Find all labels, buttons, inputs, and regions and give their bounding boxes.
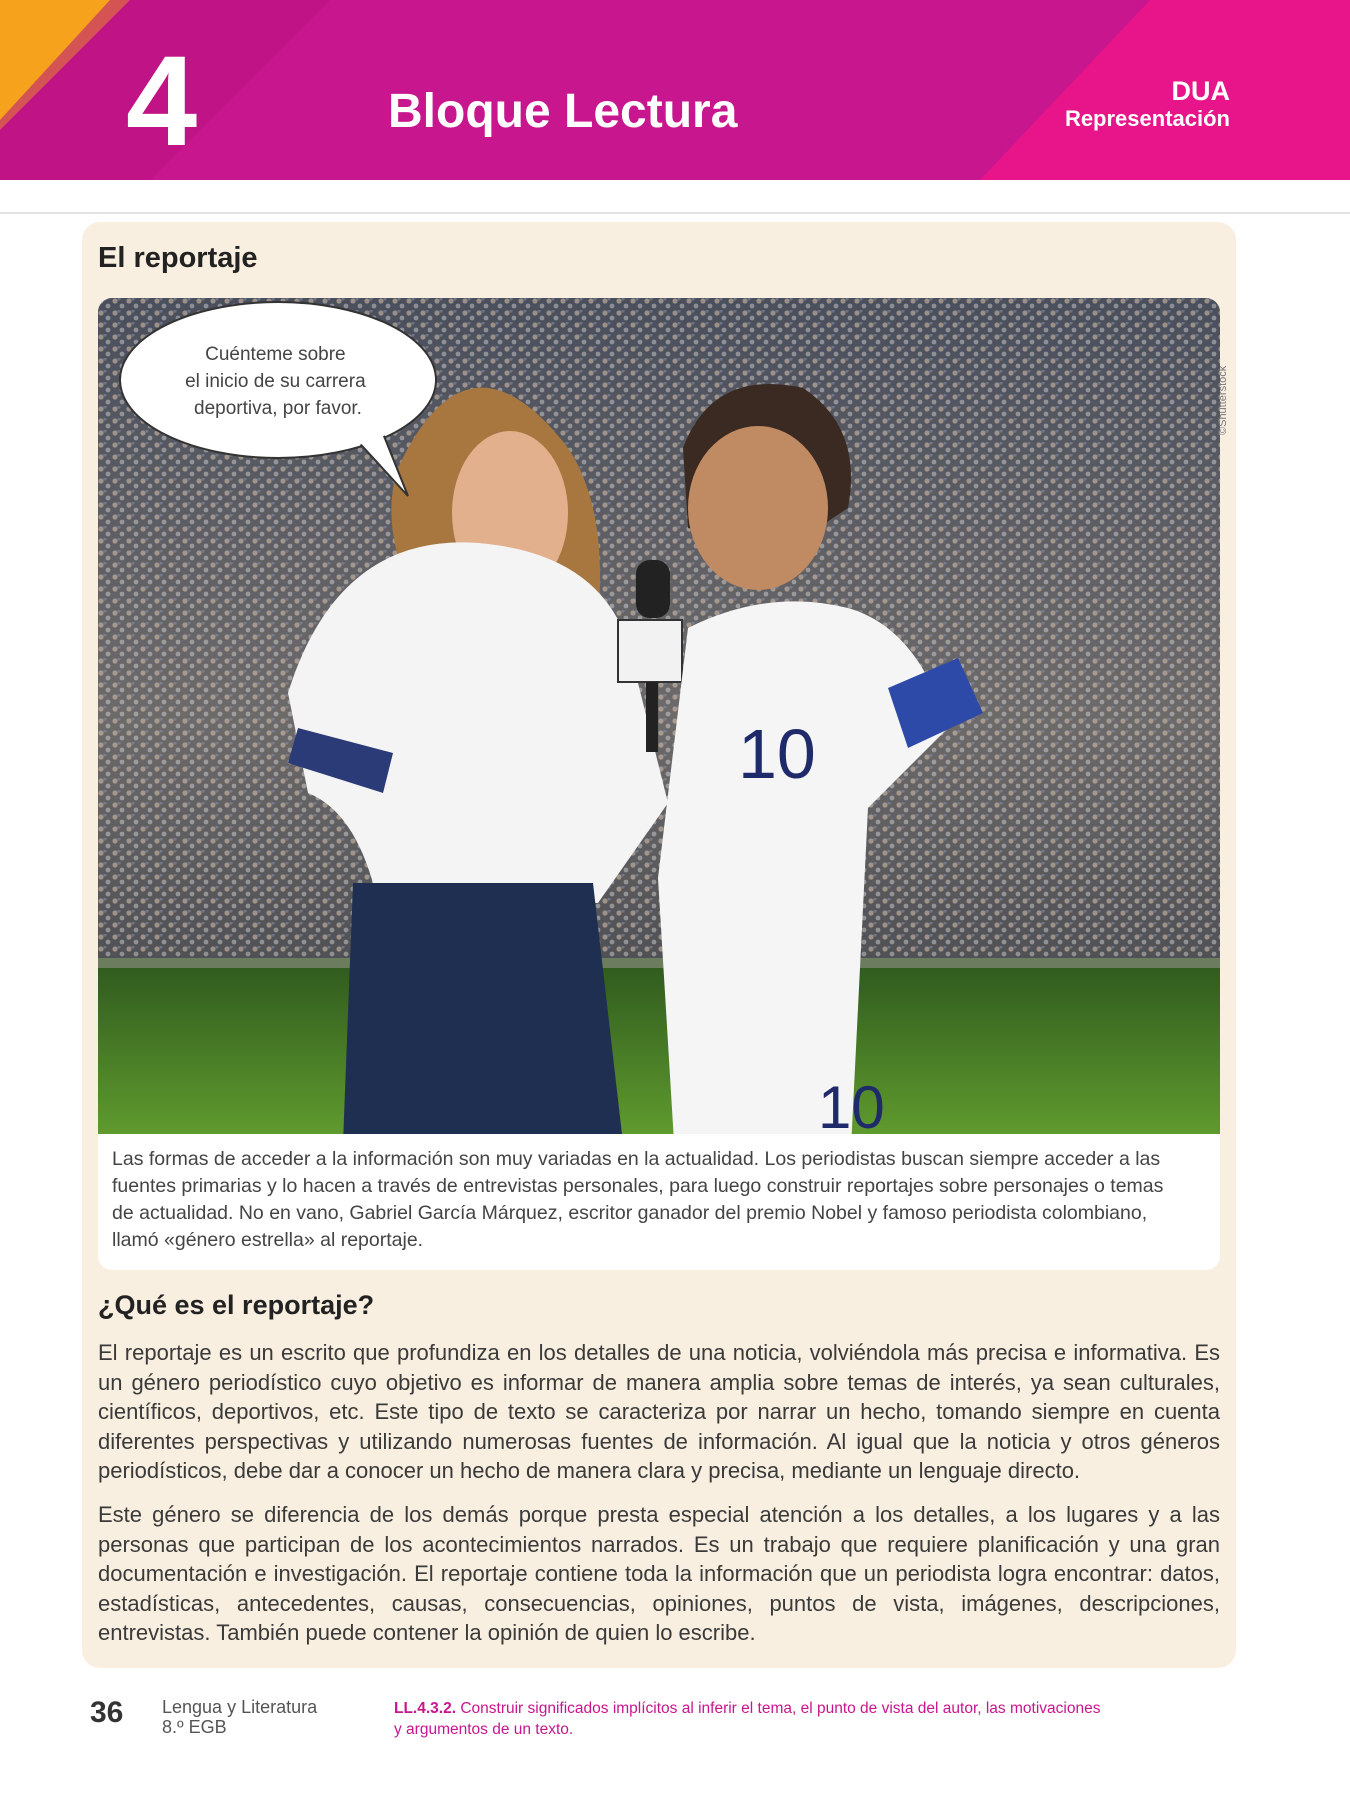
subject-name: Lengua y Literatura xyxy=(162,1697,318,1717)
photo-credit xyxy=(1210,300,1234,440)
speech-line-2: el inicio de su carrera xyxy=(185,371,366,392)
dua-label xyxy=(1065,76,1230,132)
caption-line: de actualidad. No en vano, Gabriel García Márquez, escritor ganador del premio Nobel y famoso periodista colombiano, xyxy=(112,1202,1148,1224)
unit-header xyxy=(0,0,1350,180)
block-title: Bloque Lectura xyxy=(388,85,738,138)
photo-caption xyxy=(112,1146,1202,1254)
interview-photo xyxy=(98,298,1220,1134)
dua-title: DUA xyxy=(1171,76,1230,106)
photo-card xyxy=(98,298,1220,1270)
body-paragraph-2: Este género se diferencia de los demás porque presta especial atención a los detalles, a los lugares y a las personas que participan de los acontecimientos narrados. Es un trabajo que requiere planificación y una gran documentación e investigación. El reportaje contiene toda la información que un periodista logra encontrar: datos, estadísticas, antecedentes, causas, consecuencias, opiniones, puntos de vista, imágenes, descripciones, entrevistas. También puede contener la opinión de quien lo escribe. xyxy=(98,1502,1220,1645)
skill-text-2: y argumentos de un texto. xyxy=(394,1721,574,1738)
svg-text:©Shutterstock: ©Shutterstock xyxy=(1217,365,1229,435)
svg-text:Cuénteme sobre el inic xyxy=(185,344,371,419)
speech-line-1: Cuénteme sobre xyxy=(205,344,346,365)
section-title-el-reportaje: El reportaje xyxy=(98,242,258,274)
caption-line: llamó «género estrella» al reportaje. xyxy=(112,1229,424,1251)
svg-text:10: 10 xyxy=(738,715,816,793)
caption-line: Las formas de acceder a la información son muy variadas en la actualidad. Los periodistas buscan siempre acceder a las xyxy=(112,1148,1161,1170)
page-number: 36 xyxy=(90,1696,124,1729)
unit-number: 4 xyxy=(126,30,198,173)
grade-level: 8.º EGB xyxy=(162,1717,227,1737)
skill-code: LL.4.3.2. xyxy=(394,1700,457,1717)
caption-line: fuentes primarias y lo hacen a través de entrevistas personales, para luego construir reportajes sobre personajes o temas xyxy=(112,1175,1164,1197)
subject-label xyxy=(162,1697,317,1737)
skill-text-1: Construir significados implícitos al inferir el tema, el punto de vista del autor, las motivaciones xyxy=(456,1700,1101,1717)
section-title-que-es: ¿Qué es el reportaje? xyxy=(98,1290,375,1320)
svg-text:10: 10 xyxy=(818,1074,885,1134)
body-paragraph-1: El reportaje es un escrito que profundiza en los detalles de una noticia, volviéndola más precisa e informativa. Es un género periodístico cuyo objetivo es informar de manera amplia sobre temas de interés, ya sean culturales, científicos, deportivos, etc. Este tipo de texto se caracteriza por narrar un hecho, tomando siempre en cuenta diferentes perspectivas y utilizando numerosas fuentes de información. Al igual que la noticia y otros géneros periodísticos, debe dar a conocer un hecho de manera clara y precisa, mediante un lenguaje directo. xyxy=(98,1340,1220,1483)
header-divider xyxy=(0,212,1350,214)
skill-standard xyxy=(394,1698,1174,1740)
dua-subtitle: Representación xyxy=(1064,106,1230,131)
speech-line-3: deportiva, por favor. xyxy=(194,398,362,419)
